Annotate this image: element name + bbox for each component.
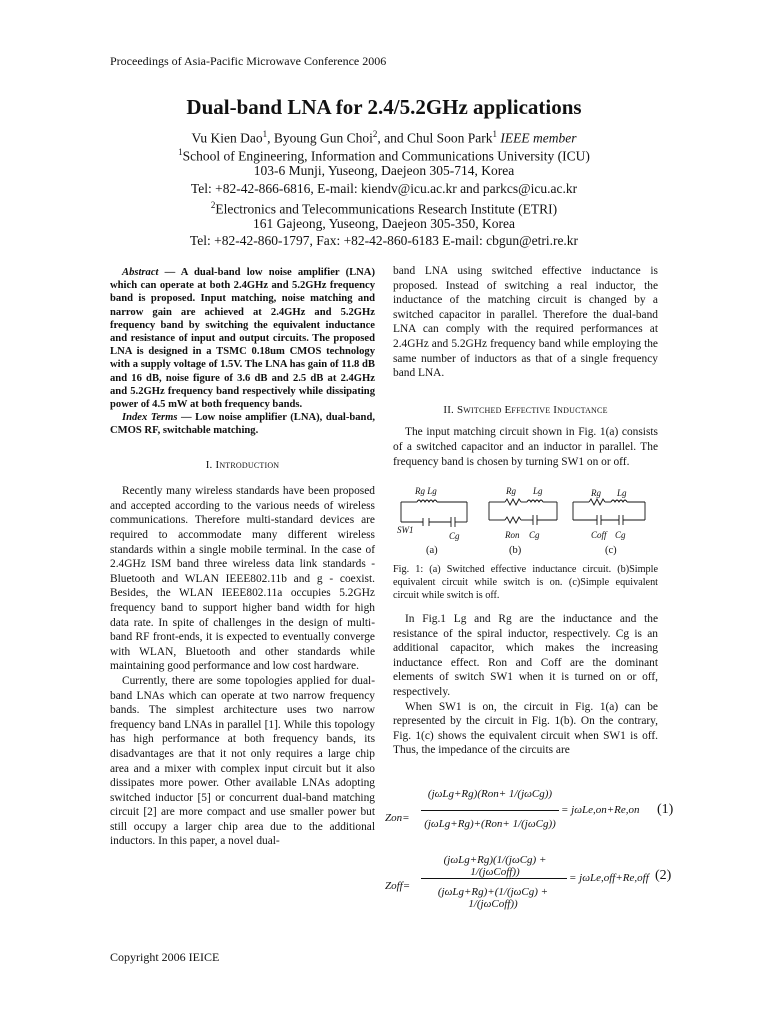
fig-b-label: (b) [509,545,522,556]
aff-1-name: School of Engineering, Information and Communications University (ICU) [182,148,590,164]
fig-b-lg: Lg [533,486,543,496]
section-1-heading: I. Introduction [205,458,280,471]
fig-b-ron: Ron [505,530,520,540]
fig-c-coff: Coff [591,530,607,540]
index-terms [110,411,375,437]
contact-2: Tel: +82-42-860-1797, Fax: +82-42-860-6183 E-mail: cbgun@etri.re.kr [189,233,579,248]
eq1-numerator: (jωLg+Rg)(Ron+ 1/(jωCg)) [427,788,553,800]
eq2-number: (2) [655,868,672,883]
fig-b-rg: Rg [506,486,516,496]
author-3: , and Chul Soon Park [377,130,493,146]
address-1: 103-6 Munji, Yuseong, Daejeon 305-714, Korea [253,163,515,178]
author-2-sup: 2 [372,129,378,139]
fig-b-cg: Cg [529,530,540,540]
eq1-lhs: Zon= [385,812,410,824]
running-header: Proceedings of Asia-Pacific Microwave Conference 2006 [110,54,387,68]
author-1: Vu Kien Dao [191,130,263,146]
eq2-rhs: = jωLe,off+Re,off [569,872,649,884]
fig-c-label: (c) [605,545,617,556]
abstract-label: Abstract [122,267,159,278]
right-column-continuation: band LNA using switched effective inductance is proposed. Instead of switching a real inductor, the inductance of the matching circuit is changed by a switched capacitor in parallel. Therefore the dual-band LNA can comply with the required performances at 2.4GHz and 5.2GHz frequency band while employing the same number of inductors as that of a single frequency band LNA. [393,265,658,380]
footer-copyright: Copyright 2006 IEICE [110,950,220,964]
author-3-sup: 1 [492,129,498,139]
abstract [110,266,375,411]
eq2-lhs: Zoff= [385,880,411,892]
section-2-paragraph-2: In Fig.1 Lg and Rg are the inductance and the resistance of the spiral inductor, respectively. Cg is an additional capacitor, which makes the increasing inductance effect. Ron and Coff are the dominant elements of switch SW1 when it is turned on or off, respectively. [393,613,658,698]
aff-2-sup: 2 [210,200,216,210]
author-2: , Byoung Gun Choi [267,130,373,146]
right-column-top [393,264,658,469]
fig-c-lg: Lg [617,488,627,498]
index-terms-label: Index Terms [122,412,178,424]
eq1-denominator: (jωLg+Rg)+(Ron+ 1/(jωCg)) [424,818,556,830]
section-2-heading: II. Switched Effective Inductance [443,403,608,416]
abstract-text: — A dual-band low noise amplifier (LNA) which can operate at both 2.4GHz and 5.2GHz frequency band is proposed. Input matching, noise matching and narrow gain are achieved at 2.4GHz and 5.2GHz frequency band by switching the equivalent inductance and resistance of input and output circuits. The proposed LNA is designed in a TSMC 0.18um CMOS technology with a supply voltage of 1.5V. The LNA has gain of 11.8 dB and 16 dB, noise figure of 3.6 dB and 2.5 dB at 2.4GHz and 5.2GHz frequency band respectively while dissipating power of 4.5 mW at both frequency bands. [110,267,375,411]
address-2: 161 Gajeong, Yuseong, Daejeon 305-350, Korea [253,216,515,231]
eq1-fraction-bar [421,810,559,811]
fig-a-rg-lg: Rg Lg [415,486,437,496]
aff-1-sup: 1 [178,147,183,157]
eq1-number: (1) [657,802,674,817]
section-2-paragraph-1: The input matching circuit shown in Fig. 1(a) consists of a switched capacitor and an inductor in parallel. The frequency band is chosen by turning SW1 on or off. [393,426,658,468]
figure-1-circuits [393,482,663,562]
fig-a-label: (a) [426,545,438,556]
eq2-numerator: (jωLg+Rg)(1/(jωCg) + 1/(jωCoff)) [443,854,547,878]
fig-c-cg: Cg [615,530,626,540]
fig-c-rg: Rg [591,488,601,498]
author-1-sup: 1 [262,129,268,139]
right-column-middle [393,563,658,758]
fig-a-cg: Cg [449,531,460,541]
section-2-paragraph-3: When SW1 is on, the circuit in Fig. 1(a) can be represented by the circuit in Fig. 1(b). On the contrary, Fig. 1(c) shows the equivalent circuit when SW1 is off. Thus, the impedance of the circuits are [393,700,658,757]
figure-1-caption: Fig. 1: (a) Switched effective inductance circuit. (b)Simple equivalent circuit while switch is on. (c)Simple equivalent circuit while switch is off. [393,564,658,601]
eq1-rhs: = jωLe,on+Re,on [561,804,640,816]
left-column [110,266,375,849]
paper-title: Dual-band LNA for 2.4/5.2GHz applications [186,95,582,119]
section-1-paragraph-1: Recently many wireless standards have been proposed and accepted according to the various needs of wireless communications. Therefore multi-standard devices are required to accommodate many different wireless standards within a single mobile terminal. In the case of 2.4GHz ISM band three wireless data link standards - Bluetooth and WLAN IEEE802.11b and g - coexist. Besides, the WLAN IEEE802.11a occupies 5.2GHz frequency band to support higher band width for high data rate. In spite of challenges in the design of multi-band RF front-ends, it is expected to eventually converge with WLAN, Bluetooth and other standards while maintaining good performance and low cost hardware. [110,485,375,673]
equations-block [385,780,675,925]
contact-1: Tel: +82-42-866-6816, E-mail: kiendv@icu.ac.kr and parkcs@icu.ac.kr [190,181,578,196]
index-terms-text: — Low noise amplifier (LNA), dual-band, CMOS RF, switchable matching. [110,412,375,437]
fig-a-sw1: SW1 [397,525,414,535]
eq2-fraction-bar [421,878,567,879]
author-member: IEEE member [500,130,577,146]
aff-2-name: Electronics and Telecommunications Research Institute (ETRI) [215,201,558,217]
eq2-denominator: (jωLg+Rg)+(1/(jωCg) + 1/(jωCoff)) [437,886,549,910]
section-1-paragraph-2: Currently, there are some topologies applied for dual-band LNAs which can operate at two narrow frequency bands. The simplest architecture uses two narrow frequency band LNAs in parallel [1]. While this topology has high performance at both frequency bands, its disadvantages are that it not only requires a large chip area and a mixer with complex input circuit but it also dissipates more power. Other available LNAs adopting switched inductor [5] or concurrent dual-band matching circuit [2] are more compact and use smaller power but still occupy a larger chip area due to the additional inductors. In this paper, a novel dual- [110,674,375,848]
